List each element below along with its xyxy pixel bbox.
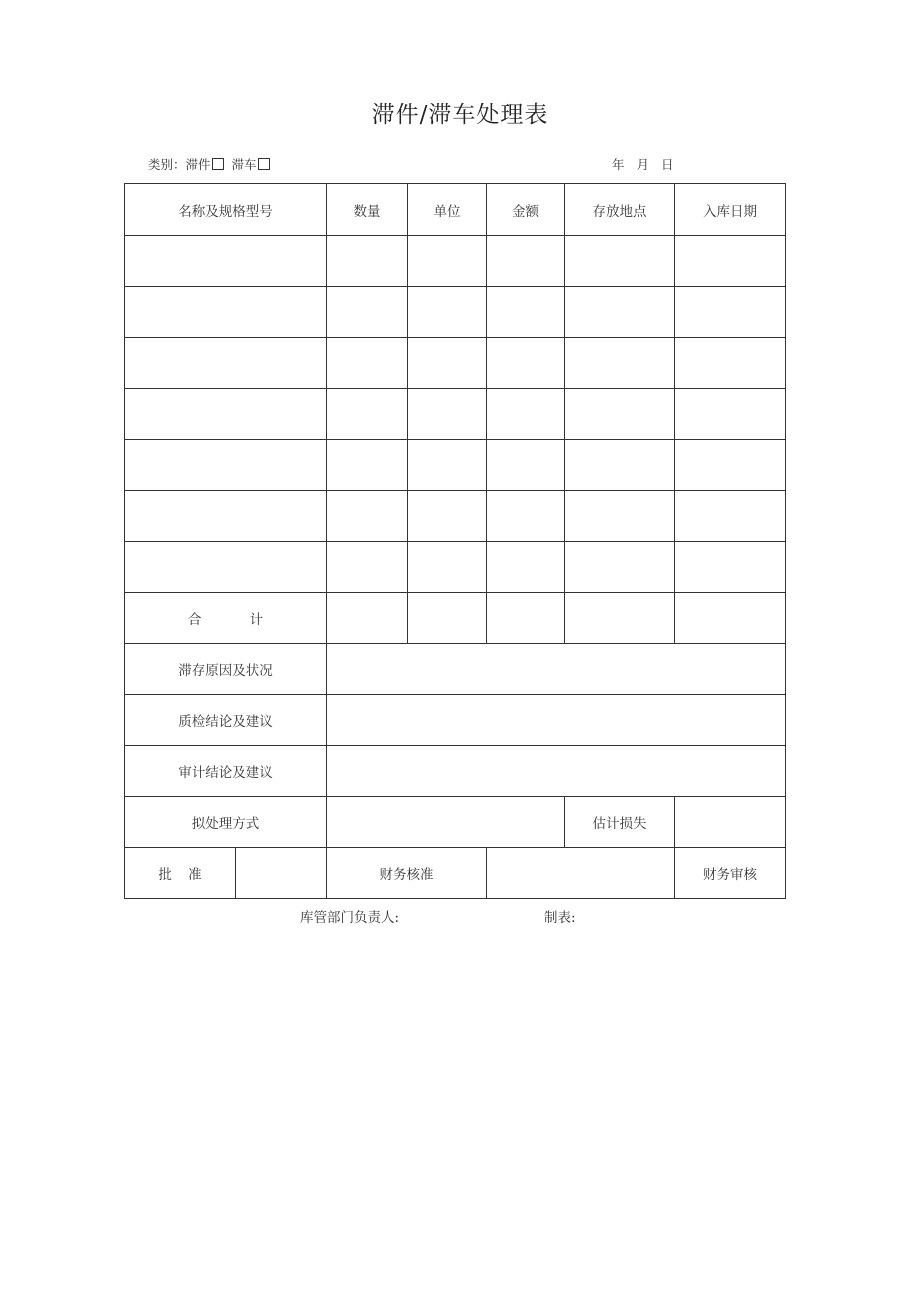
table-row xyxy=(125,236,786,287)
finance-review-label: 财务审核 xyxy=(675,848,786,899)
cell-name-spec[interactable] xyxy=(125,287,327,338)
cell-location[interactable] xyxy=(565,389,675,440)
cell-location[interactable] xyxy=(565,287,675,338)
cell-location[interactable] xyxy=(565,491,675,542)
reason-row xyxy=(125,644,786,695)
total-quantity[interactable] xyxy=(327,593,408,644)
finance-approve-label: 财务核准 xyxy=(327,848,487,899)
cell-location[interactable] xyxy=(565,338,675,389)
cell-date[interactable] xyxy=(675,338,786,389)
total-label: 合 计 xyxy=(125,593,327,644)
checkbox-stalled-vehicles[interactable] xyxy=(258,158,270,170)
disposal-table xyxy=(124,183,786,899)
table-row xyxy=(125,287,786,338)
total-date[interactable] xyxy=(675,593,786,644)
approve-label: 批 准 xyxy=(125,848,236,899)
cell-quantity[interactable] xyxy=(327,389,408,440)
cell-amount[interactable] xyxy=(487,440,565,491)
prepared-by-signature: 制表: xyxy=(544,910,576,926)
approve-field[interactable] xyxy=(236,848,327,899)
cell-location[interactable] xyxy=(565,236,675,287)
header-amount: 金额 xyxy=(487,184,565,236)
cell-name-spec[interactable] xyxy=(125,389,327,440)
audit-field[interactable] xyxy=(327,746,786,797)
cell-unit[interactable] xyxy=(408,440,487,491)
cell-amount[interactable] xyxy=(487,287,565,338)
date-line: 年 月 日 xyxy=(612,157,674,172)
dept-head-signature: 库管部门负责人: xyxy=(300,910,400,926)
audit-row xyxy=(125,746,786,797)
category-line xyxy=(148,155,274,173)
cell-name-spec[interactable] xyxy=(125,440,327,491)
header-quantity: 数量 xyxy=(327,184,408,236)
cell-quantity[interactable] xyxy=(327,542,408,593)
cell-location[interactable] xyxy=(565,440,675,491)
approval-row xyxy=(125,848,786,899)
table-row xyxy=(125,440,786,491)
loss-label: 估计损失 xyxy=(565,797,675,848)
category-label: 类别： xyxy=(148,157,186,172)
cell-unit[interactable] xyxy=(408,338,487,389)
table-row xyxy=(125,389,786,440)
table-row xyxy=(125,491,786,542)
cell-date[interactable] xyxy=(675,542,786,593)
qc-label: 质检结论及建议 xyxy=(125,695,327,746)
reason-field[interactable] xyxy=(327,644,786,695)
finance-approve-field[interactable] xyxy=(487,848,675,899)
form-title: 滞件/滞车处理表 xyxy=(371,102,549,128)
cell-location[interactable] xyxy=(565,542,675,593)
cell-amount[interactable] xyxy=(487,389,565,440)
total-row xyxy=(125,593,786,644)
cell-quantity[interactable] xyxy=(327,287,408,338)
reason-label: 滞存原因及状况 xyxy=(125,644,327,695)
cell-date[interactable] xyxy=(675,389,786,440)
category-option-stalled-vehicles: 滞车 xyxy=(231,157,257,172)
checkbox-stalled-parts[interactable] xyxy=(212,158,224,170)
cell-quantity[interactable] xyxy=(327,236,408,287)
total-location[interactable] xyxy=(565,593,675,644)
header-row xyxy=(125,184,786,236)
cell-quantity[interactable] xyxy=(327,491,408,542)
method-field[interactable] xyxy=(327,797,565,848)
cell-unit[interactable] xyxy=(408,542,487,593)
method-label: 拟处理方式 xyxy=(125,797,327,848)
cell-unit[interactable] xyxy=(408,236,487,287)
cell-date[interactable] xyxy=(675,491,786,542)
cell-amount[interactable] xyxy=(487,491,565,542)
cell-name-spec[interactable] xyxy=(125,338,327,389)
table-row xyxy=(125,542,786,593)
cell-name-spec[interactable] xyxy=(125,236,327,287)
cell-date[interactable] xyxy=(675,440,786,491)
audit-label: 审计结论及建议 xyxy=(125,746,327,797)
cell-unit[interactable] xyxy=(408,491,487,542)
header-storage-location: 存放地点 xyxy=(565,184,675,236)
method-row xyxy=(125,797,786,848)
table-row xyxy=(125,338,786,389)
qc-row xyxy=(125,695,786,746)
cell-amount[interactable] xyxy=(487,542,565,593)
cell-quantity[interactable] xyxy=(327,440,408,491)
cell-quantity[interactable] xyxy=(327,338,408,389)
cell-date[interactable] xyxy=(675,236,786,287)
loss-field[interactable] xyxy=(675,797,786,848)
cell-name-spec[interactable] xyxy=(125,542,327,593)
total-unit[interactable] xyxy=(408,593,487,644)
category-option-stalled-parts: 滞件 xyxy=(185,157,211,172)
total-amount[interactable] xyxy=(487,593,565,644)
qc-field[interactable] xyxy=(327,695,786,746)
header-warehouse-date: 入库日期 xyxy=(675,184,786,236)
cell-name-spec[interactable] xyxy=(125,491,327,542)
cell-unit[interactable] xyxy=(408,389,487,440)
header-name-spec: 名称及规格型号 xyxy=(125,184,327,236)
cell-date[interactable] xyxy=(675,287,786,338)
header-unit: 单位 xyxy=(408,184,487,236)
cell-amount[interactable] xyxy=(487,236,565,287)
cell-unit[interactable] xyxy=(408,287,487,338)
cell-amount[interactable] xyxy=(487,338,565,389)
